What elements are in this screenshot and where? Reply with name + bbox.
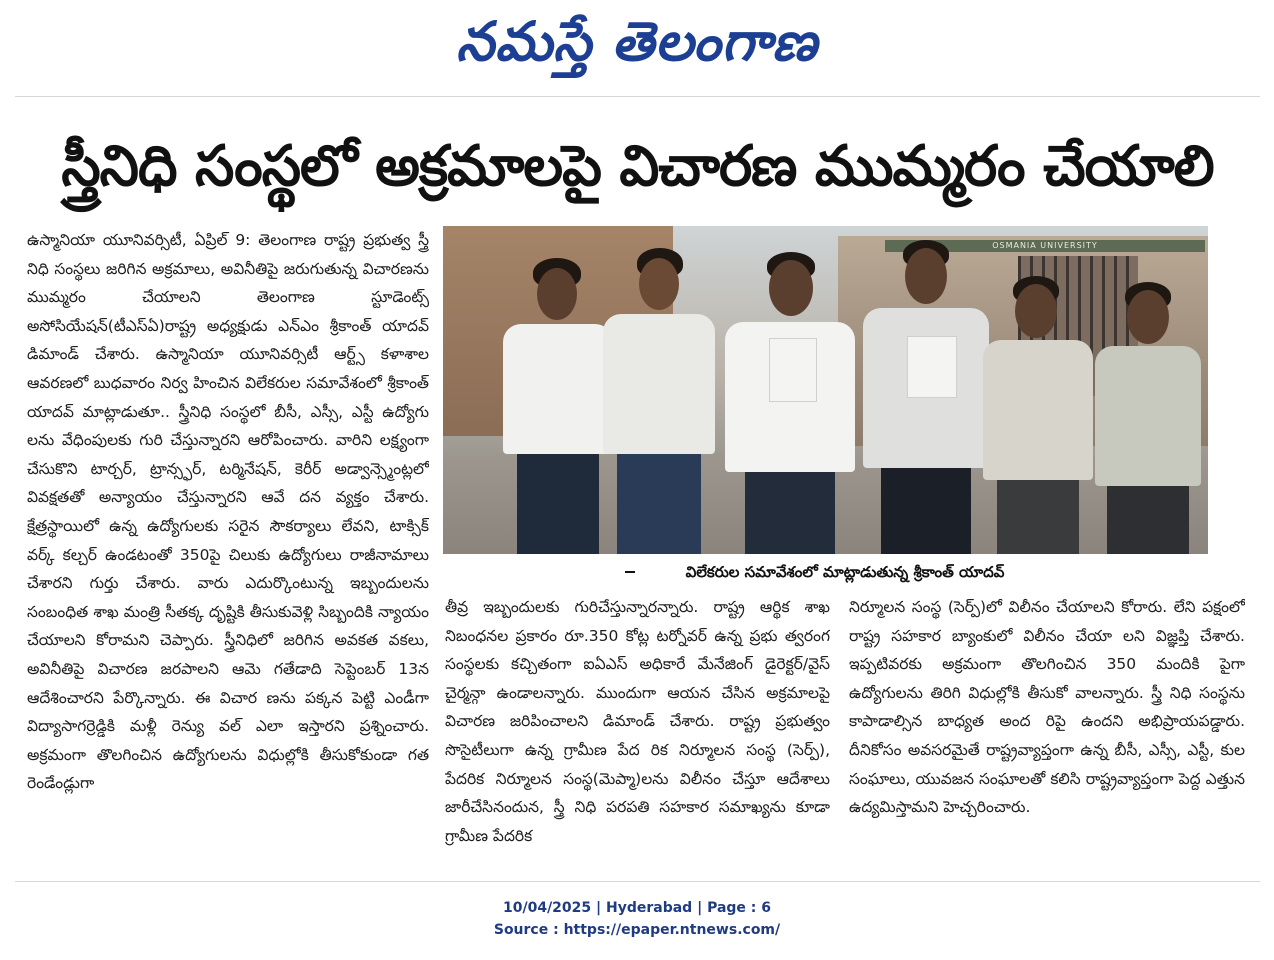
photo-person (863, 240, 989, 554)
press-meet-photo (443, 226, 1208, 554)
photo-person (1095, 282, 1201, 554)
article-clipping (15, 96, 1260, 882)
newspaper-masthead: నమస్తే తెలంగాణ (456, 9, 818, 73)
photo-signboard: OSMANIA UNIVERSITY (885, 240, 1205, 252)
article-column-2 (445, 593, 830, 863)
article-headline: స్త్రీనిధి సంస్థలో అక్రమాలపై విచారణ ముమ్మరం చేయాలి (61, 134, 1214, 199)
photo-person (983, 276, 1093, 554)
photo-person-speaker (725, 252, 855, 554)
column-3-text: నిర్మూలన సంస్థ (సెర్ప్)లో విలీనం చేయాలని కోరారు. లేని పక్షంలో రాష్ట్ర సహకార బ్యాంకులో విలీనం చేయా లని విజ్ఞప్తి చేశారు. ఇప్పటివరకు అక్రమంగా తొలగించిన 350 మందికి పైగా ఉద్యోగులను తిరిగి విధుల్లోకి తీసుకో వాలన్నారు. స్త్రీ నిధి సంస్థను కాపాడాల్సిన బాధ్యత అంద రిపై ఉందని అభిప్రాయపడ్డారు. దీనికోసం అవసరమైతే రాష్ట్రవ్యాప్తంగా ఉన్న బీసీ, ఎస్సీ, ఎస్టీ, కుల సంఘాలు, యువజన సంఘాలతో కలిసి రాష్ట్రవ్యాప్తంగా పెద్ద ఎత్తున ఉద్యమిస్తామని హెచ్చరించారు. (849, 598, 1245, 817)
article-column-3 (849, 593, 1245, 863)
photo-person (503, 258, 613, 554)
article-column-1 (27, 226, 429, 882)
column-1-text: ఉస్మానియా యూనివర్సిటీ, ఏప్రిల్ 9: తెలంగాణ రాష్ట్ర ప్రభుత్వ స్త్రీ నిధి సంస్థలు జరిగిన అక్రమాలు, అవినీతిపై జరుగుతున్న విచారణను ముమ్మరం చేయాలని తెలంగాణ స్టూడెంట్స్ అసోసియేషన్(టీఎస్ఏ)రాష్ట్ర అధ్యక్షుడు ఎన్ఎం శ్రీకాంత్ యాదవ్ డిమాండ్ చేశారు. ఉస్మానియా యూనివర్సిటీ ఆర్ట్స్ కళాశాల ఆవరణలో బుధవారం నిర్వ హించిన విలేకరుల సమావేశంలో శ్రీకాంత్ యాదవ్ మాట్లాడుతూ.. స్త్రీనిధి సంస్థలో బీసీ, ఎస్సీ, ఎస్టీ ఉద్యోగు లను వేధింపులకు గురి చేస్తున్నారని ఆరోపించారు. వారిని లక్ష్యంగా చేసుకొని టార్చర్, ట్రాన్స్ఫర్, టర్మినేషన్, కెరీర్ అడ్వాన్స్మెంట్లలో వివక్షతతో అన్యాయం చేస్తున్నారని ఆవే దన వ్యక్తం చేశారు. క్షేత్రస్థాయిలో ఉన్న ఉద్యోగులకు సరైన సౌకర్యాలు లేవని, టాక్సిక్ వర్క్ కల్చర్ ఉండటంతో 350పై చిలుకు ఉద్యోగులు రాజీనామాలు చేశారని గుర్తు చేశారు. వారు ఎదుర్కొంటున్న ఇబ్బందులను సంబంధిత శాఖ మంత్రి సీతక్క దృష్టికి తీసుకువెళ్లి సిబ్బందికి న్యాయం చేయాలని కోరామని చెప్పారు. స్త్రీనిధిలో జరిగిన అవకత వకలు, అవినీతిపై విచారణ జరపాలని ఆమె గతేడాది సెప్టెంబర్ 13న ఆదేశించారని పేర్కొన్నారు. ఈ విచార ణను పక్కన పెట్టి ఎండీగా విద్యాసాగర్రెడ్డికి మళ్లీ రెన్యు వల్ ఎలా ఇస్తారని ప్రశ్నించారు. అక్రమంగా తొలగించిన ఉద్యోగులను విధుల్లోకి తీసుకోకుండా గత రెండేండ్లుగా (27, 231, 429, 793)
column-2-text: తీవ్ర ఇబ్బందులకు గురిచేస్తున్నారన్నారు. రాష్ట్ర ఆర్థిక శాఖ నిబంధనల ప్రకారం రూ.350 కోట్ల టర్నోవర్ ఉన్న ప్రభు త్వరంగ సంస్థలకు కచ్చితంగా ఐఏఎస్ అధికారే మేనేజింగ్ డైరెక్టర్/వైస్ చైర్మన్గా ఉండాలన్నారు. ముందుగా ఆయన చేసిన అక్రమాలపై విచారణ జరిపించాలని డిమాండ్ చేశారు. రాష్ట్ర ప్రభుత్వం సొసైటీలుగా ఉన్న గ్రామీణ పేద రిక నిర్మూలన సంస్థ (సెర్ప్), పేదరిక నిర్మూలన సంస్థ(మెప్మా)లను విలీనం చేస్తూ ఆదేశాలు జారీచేసినందున, స్త్రీ నిధి పరపతి సహకార సమాఖ్యను కూడా గ్రామీణ పేదరిక (445, 598, 830, 845)
photo-caption: విలేకరుల సమావేశంలో మాట్లాడుతున్న శ్రీకాంత్ యాదవ్ (625, 559, 1065, 585)
footer-source-link[interactable]: Source : https://epaper.ntnews.com/ (493, 922, 781, 938)
footer-date-edition: 10/04/2025 | Hyderabad | Page : 6 (502, 900, 772, 916)
photo-person (603, 248, 715, 554)
photo-document (769, 338, 817, 402)
photo-document (907, 336, 957, 398)
